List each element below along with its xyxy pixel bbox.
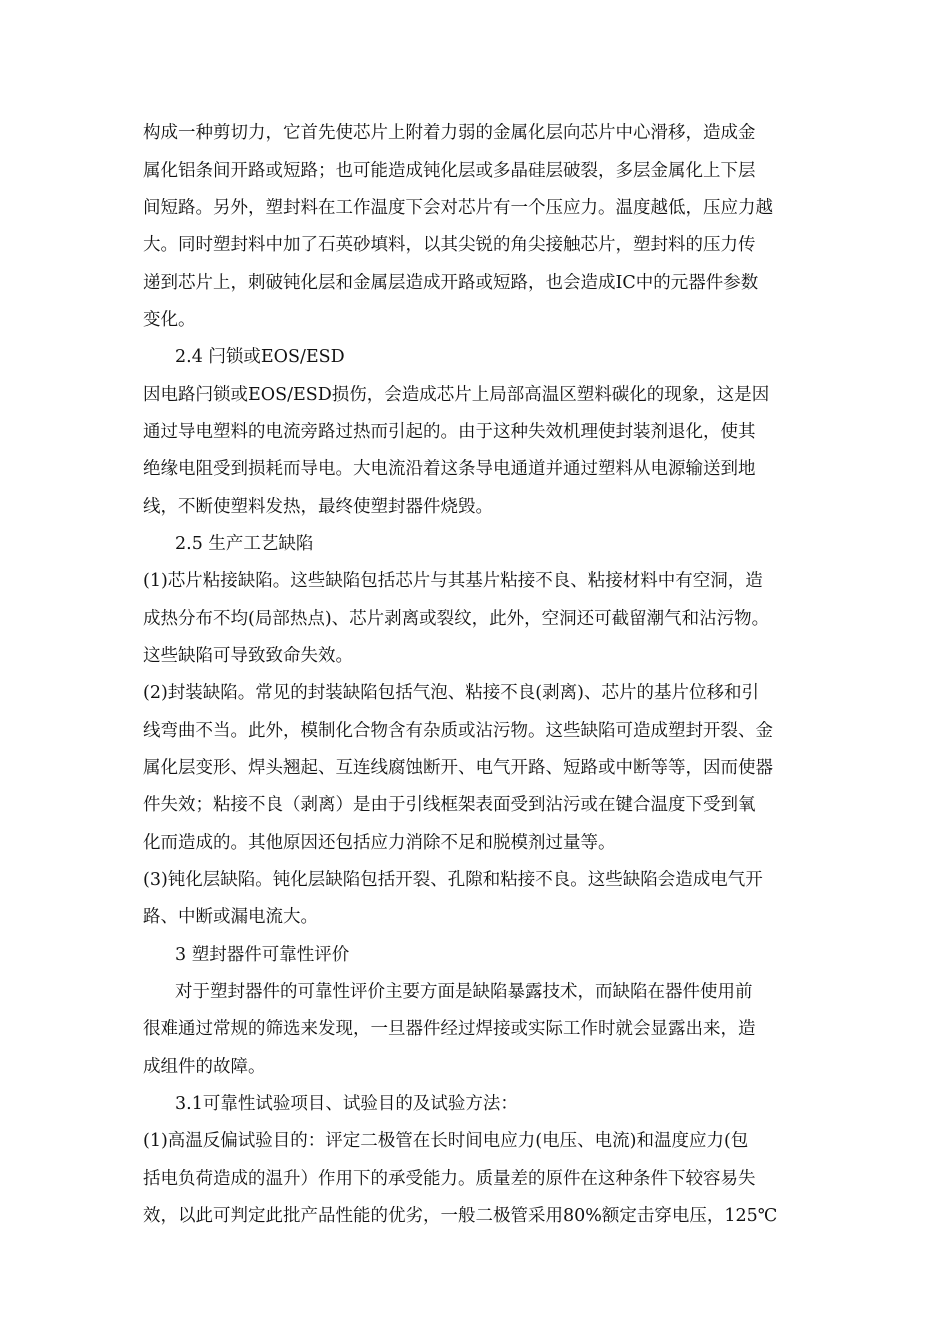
text-line: 线，不断使塑料发热，最终使塑封器件烧毁。 xyxy=(143,497,493,517)
text-line: 成组件的故障。 xyxy=(143,1057,266,1077)
text-line: 变化。 xyxy=(143,310,196,330)
text-line: 括电负荷造成的温升）作用下的承受能力。质量差的原件在这种条件下较容易失 xyxy=(143,1169,756,1189)
text-line: 化而造成的。其他原因还包括应力消除不足和脱模剂过量等。 xyxy=(143,833,616,853)
text-line: 因电路闩锁或EOS/ESD损伤，会造成芯片上局部高温区塑料碳化的现象，这是因 xyxy=(143,385,770,405)
section-heading: 2.4 闩锁或EOS/ESD xyxy=(175,347,345,367)
text-line: 对于塑封器件的可靠性评价主要方面是缺陷暴露技术，而缺陷在器件使用前 xyxy=(175,982,753,1002)
section-heading: 3.1可靠性试验项目、试验目的及试验方法： xyxy=(175,1094,518,1114)
text-line: 件失效；粘接不良（剥离）是由于引线框架表面受到沾污或在键合温度下受到氧 xyxy=(143,795,756,815)
text-line: 构成一种剪切力，它首先使芯片上附着力弱的金属化层向芯片中心滑移，造成金 xyxy=(143,123,756,143)
text-line: (1)芯片粘接缺陷。这些缺陷包括芯片与其基片粘接不良、粘接材料中有空洞，造 xyxy=(143,571,763,591)
section-heading: 3 塑封器件可靠性评价 xyxy=(175,945,350,965)
text-line: 通过导电塑料的电流旁路过热而引起的。由于这种失效机理使封装剂退化，使其 xyxy=(143,422,756,442)
text-line: 绝缘电阻受到损耗而导电。大电流沿着这条导电通道并通过塑料从电源输送到地 xyxy=(143,459,756,479)
text-line: 属化层变形、焊头翘起、互连线腐蚀断开、电气开路、短路或中断等等，因而使器 xyxy=(143,758,773,778)
text-line: 线弯曲不当。此外，模制化合物含有杂质或沾污物。这些缺陷可造成塑封开裂、金 xyxy=(143,721,773,741)
section-heading: 2.5 生产工艺缺陷 xyxy=(175,534,314,554)
text-line: 成热分布不均(局部热点)、芯片剥离或裂纹，此外，空洞还可截留潮气和沾污物。 xyxy=(143,609,770,629)
text-line: 递到芯片上，刺破钝化层和金属层造成开路或短路，也会造成IC中的元器件参数 xyxy=(143,273,759,293)
text-line: 路、中断或漏电流大。 xyxy=(143,907,318,927)
text-line: (3)钝化层缺陷。钝化层缺陷包括开裂、孔隙和粘接不良。这些缺陷会造成电气开 xyxy=(143,870,763,890)
text-line: (1)高温反偏试验目的：评定二极管在长时间电应力(电压、电流)和温度应力(包 xyxy=(143,1131,749,1151)
text-line: 间短路。另外，塑封料在工作温度下会对芯片有一个压应力。温度越低，压应力越 xyxy=(143,198,773,218)
text-line: 属化铝条间开路或短路；也可能造成钝化层或多晶硅层破裂，多层金属化上下层 xyxy=(143,161,756,181)
text-line: (2)封装缺陷。常见的封装缺陷包括气泡、粘接不良(剥离)、芯片的基片位移和引 xyxy=(143,683,759,703)
text-line: 很难通过常规的筛选来发现，一旦器件经过焊接或实际工作时就会显露出来，造 xyxy=(143,1019,756,1039)
text-line: 这些缺陷可导致致命失效。 xyxy=(143,646,353,666)
text-line: 效，以此可判定此批产品性能的优劣，一般二极管采用80%额定击穿电压，125℃ xyxy=(143,1206,778,1226)
text-line: 大。同时塑封料中加了石英砂填料，以其尖锐的角尖接触芯片，塑封料的压力传 xyxy=(143,235,756,255)
